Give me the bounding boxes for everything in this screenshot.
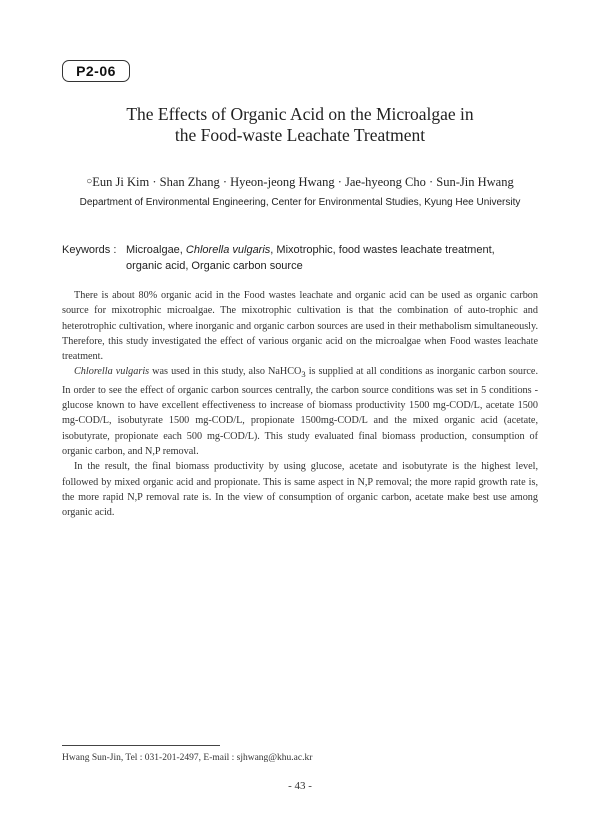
paragraph-2-text-b: is supplied at all conditions as inorganic carbon source. In order to see the effect of organic carbon sources centrally, the carbon source conditions was set in 5 conditions - glucose known to have excellent effectiveness to increase of biomass productivity 1500 mg-COD/L, acetate 1500 mg-COD/L, isobutyrate 1500 mg-COD/L, propionate 1500mg-COD/L and the mixed organic acid (acetate, isobutyrate, propionate each 500 mg-COD/L). This study evaluated final biomass production, consumption of organic carbon, and N,P removal. [62, 366, 538, 457]
paragraph-3: In the result, the final biomass productivity by using glucose, acetate and isobutyrate is the highest level, followed by mixed organic acid and propionate. This is same aspect in N,P removal; the more rapid growth rate is, the more rapid N,P removal rate is. In the view of consumption of organic carbon, acetate make best use among organic acid. [62, 461, 538, 519]
abstract-body [62, 288, 538, 520]
keywords-text-a: Microalgae, [126, 244, 186, 256]
keywords-row-2: organic acid, Organic carbon source [126, 260, 303, 272]
paragraph-2 [62, 364, 538, 459]
keywords-block [62, 242, 552, 274]
paragraph-2-text-a: was used in this study, also NaHCO [149, 366, 302, 378]
species-name: Chlorella vulgaris [74, 366, 150, 378]
author-list [0, 175, 600, 189]
session-badge: P2-06 [62, 60, 130, 82]
keywords-species: Chlorella vulgaris [185, 244, 271, 256]
title-line-1: The Effects of Organic Acid on the Microalgae in [126, 104, 474, 124]
footnote-divider [62, 745, 220, 746]
page-number: - 43 - [288, 780, 312, 792]
affiliation: Department of Environmental Engineering, Center for Environmental Studies, Kyung Hee University [79, 197, 521, 208]
keywords-row-1 [62, 242, 552, 258]
keywords-text-b: , Mixotrophic, food wastes leachate treatment, [270, 244, 495, 256]
subscript-3: 3 [301, 369, 306, 380]
title-line-2: the Food-waste Leachate Treatment [174, 125, 426, 145]
keywords-label: Keywords : [62, 244, 117, 256]
paper-title [0, 104, 600, 146]
paragraph-1: There is about 80% organic acid in the Food wastes leachate and organic acid can be used as organic carbon source for mixotrophic microalgae. The mixotrophic cultivation is that the combination of auto-trophic and heterotrophic cultivation, where inorganic and organic carbon sources are used in their methabolism simultaneously. Therefore, this study investigated the effect of various organic acid on the microalgae when Food wastes leachate treatment. [62, 290, 538, 363]
footnote: Hwang Sun-Jin, Tel : 031-201-2497, E-mail : sjhwang@khu.ac.kr [62, 753, 313, 763]
author-names: Eun Ji Kim · Shan Zhang · Hyeon-jeong Hwang · Jae-hyeong Cho · Sun-Jin Hwang [92, 175, 514, 189]
presenter-mark: ○ [86, 176, 93, 187]
